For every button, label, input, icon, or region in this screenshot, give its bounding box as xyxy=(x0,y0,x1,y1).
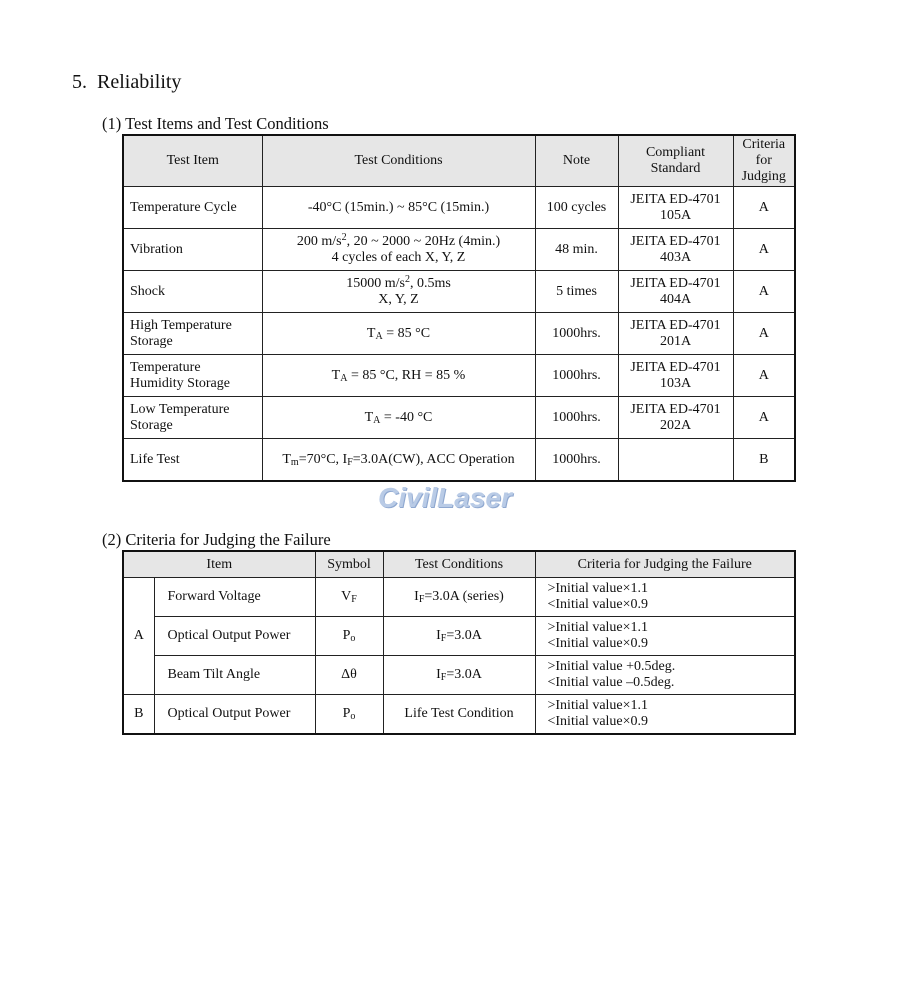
failure-criteria-table xyxy=(122,550,796,735)
note: 5 times xyxy=(535,271,618,313)
criteria: >Initial value×1.1 <Initial value×0.9 xyxy=(535,578,795,617)
test-item: Vibration xyxy=(123,229,262,271)
test-condition: $T_A = 85$ °C xyxy=(262,313,535,355)
criteria: >Initial value +0.5deg. <Initial value –0.5deg. xyxy=(535,656,795,695)
test-condition: $T_A = -40$ °C xyxy=(262,397,535,439)
section-heading xyxy=(72,71,181,94)
header-compliant-standard: Compliant Standard xyxy=(618,135,733,187)
header-criteria: Criteria for Judging xyxy=(733,135,795,187)
item: Beam Tilt Angle xyxy=(154,656,315,695)
standard: JEITA ED-4701 105A xyxy=(618,187,733,229)
civillaser-watermark: CivilLaser xyxy=(378,482,512,513)
standard: JEITA ED-4701 202A xyxy=(618,397,733,439)
table2-title: (2) Criteria for Judging the Failure xyxy=(102,530,331,549)
symbol: $V_F$ xyxy=(315,578,383,617)
test-condition: $I_F=3.0A$ xyxy=(383,656,535,695)
note: 100 cycles xyxy=(535,187,618,229)
header-test-conditions: Test Conditions xyxy=(262,135,535,187)
criteria: >Initial value×1.1 <Initial value×0.9 xyxy=(535,695,795,735)
table-header-row xyxy=(123,135,795,187)
table-row xyxy=(123,578,795,617)
section-number: 5. xyxy=(72,71,87,93)
criteria: B xyxy=(733,439,795,482)
symbol: $P_o$ xyxy=(315,617,383,656)
table-row xyxy=(123,271,795,313)
standard xyxy=(618,439,733,482)
group-label: B xyxy=(123,695,154,735)
test-item: Low Temperature Storage xyxy=(123,397,262,439)
table-row xyxy=(123,656,795,695)
standard: JEITA ED-4701 201A xyxy=(618,313,733,355)
test-condition: $I_F=3.0A$ (series) xyxy=(383,578,535,617)
table-row xyxy=(123,355,795,397)
test-condition: $T_m=70^\circ C$, $I_F=3.0A(CW)$, ACC Operation xyxy=(262,439,535,482)
criteria: A xyxy=(733,313,795,355)
test-condition: 15000 $m/s^2$, 0.5ms X, Y, Z xyxy=(262,271,535,313)
table-row xyxy=(123,695,795,735)
table-row xyxy=(123,229,795,271)
note: 1000hrs. xyxy=(535,397,618,439)
criteria: >Initial value×1.1 <Initial value×0.9 xyxy=(535,617,795,656)
table-row xyxy=(123,439,795,482)
header-symbol: Symbol xyxy=(315,551,383,578)
test-items-table xyxy=(122,134,796,482)
header-criteria-failure: Criteria for Judging the Failure xyxy=(535,551,795,578)
table-header-row xyxy=(123,551,795,578)
test-condition: $I_F=3.0A$ xyxy=(383,617,535,656)
note: 1000hrs. xyxy=(535,355,618,397)
test-item: Life Test xyxy=(123,439,262,482)
criteria: A xyxy=(733,271,795,313)
header-test-item: Test Item xyxy=(123,135,262,187)
table-row xyxy=(123,313,795,355)
note: 1000hrs. xyxy=(535,439,618,482)
header-note: Note xyxy=(535,135,618,187)
criteria: A xyxy=(733,355,795,397)
table-row xyxy=(123,397,795,439)
test-item: Temperature Cycle xyxy=(123,187,262,229)
test-item: Temperature Humidity Storage xyxy=(123,355,262,397)
standard: JEITA ED-4701 404A xyxy=(618,271,733,313)
note: 48 min. xyxy=(535,229,618,271)
note: 1000hrs. xyxy=(535,313,618,355)
header-test-conditions: Test Conditions xyxy=(383,551,535,578)
section-title: Reliability xyxy=(97,71,182,93)
criteria: A xyxy=(733,187,795,229)
test-item: High Temperature Storage xyxy=(123,313,262,355)
symbol: $P_o$ xyxy=(315,695,383,735)
item: Forward Voltage xyxy=(154,578,315,617)
symbol: Δθ xyxy=(315,656,383,695)
item: Optical Output Power xyxy=(154,617,315,656)
table1-title: (1) Test Items and Test Conditions xyxy=(102,114,329,133)
standard: JEITA ED-4701 403A xyxy=(618,229,733,271)
standard: JEITA ED-4701 103A xyxy=(618,355,733,397)
test-condition: 200 $m/s^2$, 20 ~ 2000 ~ 20Hz (4min.) 4 cycles of each X, Y, Z xyxy=(262,229,535,271)
group-label: A xyxy=(123,578,154,695)
criteria: A xyxy=(733,229,795,271)
table-row xyxy=(123,617,795,656)
item: Optical Output Power xyxy=(154,695,315,735)
test-condition: $T_A = 85$ °C, RH = 85 % xyxy=(262,355,535,397)
test-item: Shock xyxy=(123,271,262,313)
table-row xyxy=(123,187,795,229)
test-condition: -40°C (15min.) ~ 85°C (15min.) xyxy=(262,187,535,229)
test-condition: Life Test Condition xyxy=(383,695,535,735)
criteria: A xyxy=(733,397,795,439)
header-item: Item xyxy=(123,551,315,578)
